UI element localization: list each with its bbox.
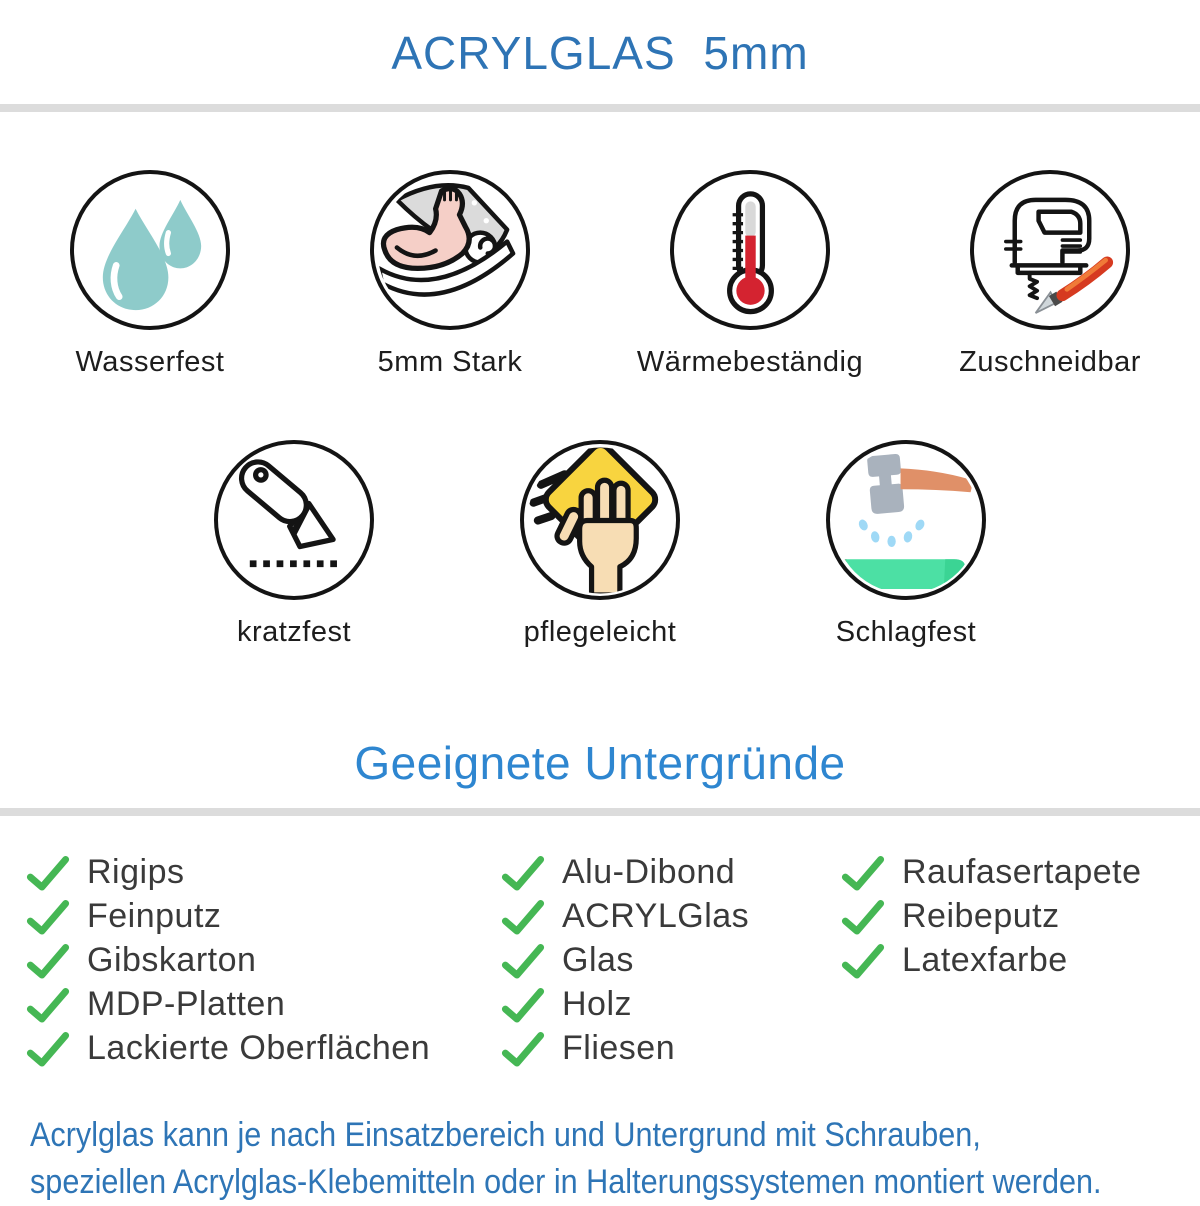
surface-item [500,982,840,1026]
feature-label: kratzfest [236,616,352,648]
surface-item [25,938,500,982]
surface-item [25,982,500,1026]
surface-label: Feinputz [87,896,222,935]
surface-item [25,894,500,938]
divider-bar-top [0,104,1200,112]
feature-row-1 [0,170,1200,379]
surfaces-checklist [25,850,1142,1070]
surfaces-column-2 [500,850,840,1070]
surface-item [500,850,840,894]
mounting-note-line2: speziellen Acrylglas-Klebemitteln oder in Halterungssystemen montiert werden. [30,1163,1102,1201]
surface-item [25,850,500,894]
surface-item [840,938,1142,982]
feature-circle [670,170,830,330]
surface-label: Gibskarton [87,940,257,979]
hammer-on-surface-icon [832,446,981,595]
jigsaw-and-knife-icon [976,176,1125,325]
checkmark-icon [500,854,546,891]
mounting-note-line1: Acrylglas kann je nach Einsatzbereich und Untergrund mit Schrauben, [30,1116,981,1154]
feature-pflegeleicht [447,440,753,649]
checkmark-icon [500,898,546,935]
feature-circle [520,440,680,600]
feature-circle [970,170,1130,330]
surface-item [500,938,840,982]
feature-waermebestaendig [600,170,900,379]
feature-circle [214,440,374,600]
surface-label: Glas [562,940,634,979]
page-title: ACRYLGLAS 5mm [391,27,809,79]
feature-label: Wasserfest [75,346,225,378]
feature-circle [70,170,230,330]
feature-label: pflegeleicht [523,616,677,648]
surface-item [840,894,1142,938]
checkmark-icon [25,1030,71,1067]
hand-with-cloth-icon [526,446,675,595]
surface-label: Alu-Dibond [562,852,736,891]
surface-label: MDP-Platten [87,984,286,1023]
surface-item [840,850,1142,894]
utility-knife-icon [220,446,369,595]
thermometer-icon [676,176,825,325]
surface-label: Latexfarbe [902,940,1068,979]
feature-zuschneidbar [900,170,1200,379]
checkmark-icon [500,942,546,979]
surfaces-column-1 [25,850,500,1070]
surface-item [500,1026,840,1070]
surface-label: Reibeputz [902,896,1060,935]
checkmark-icon [840,898,886,935]
section-title-untergruende: Geeignete Untergründe [354,737,846,789]
surface-item [500,894,840,938]
checkmark-icon [25,854,71,891]
surface-label: Raufasertapete [902,852,1142,891]
feature-label: Schlagfest [835,616,977,648]
divider-bar-middle [0,808,1200,816]
checkmark-icon [25,942,71,979]
surface-label: Fliesen [562,1028,676,1067]
feature-wasserfest [0,170,300,379]
mounting-note [30,1112,1200,1206]
feature-circle [826,440,986,600]
water-drops-icon [76,176,225,325]
checkmark-icon [500,986,546,1023]
checkmark-icon [840,942,886,979]
surface-label: ACRYLGlas [562,896,750,935]
checkmark-icon [500,1030,546,1067]
surface-label: Rigips [87,852,185,891]
feature-label: Zuschneidbar [959,346,1141,378]
surfaces-column-3 [840,850,1142,1070]
feature-label: 5mm Stark [377,346,523,378]
surface-label: Lackierte Oberflächen [87,1028,431,1067]
checkmark-icon [25,986,71,1023]
feature-circle [370,170,530,330]
feature-schlagfest [753,440,1059,649]
feature-label: Wärmebeständig [636,346,864,378]
flexed-arm-material-roll-icon [376,176,525,325]
surface-item [25,1026,500,1070]
checkmark-icon [840,854,886,891]
surface-label: Holz [562,984,633,1023]
feature-row-2 [0,440,1200,649]
feature-5mm-stark [300,170,600,379]
feature-kratzfest [141,440,447,649]
checkmark-icon [25,898,71,935]
